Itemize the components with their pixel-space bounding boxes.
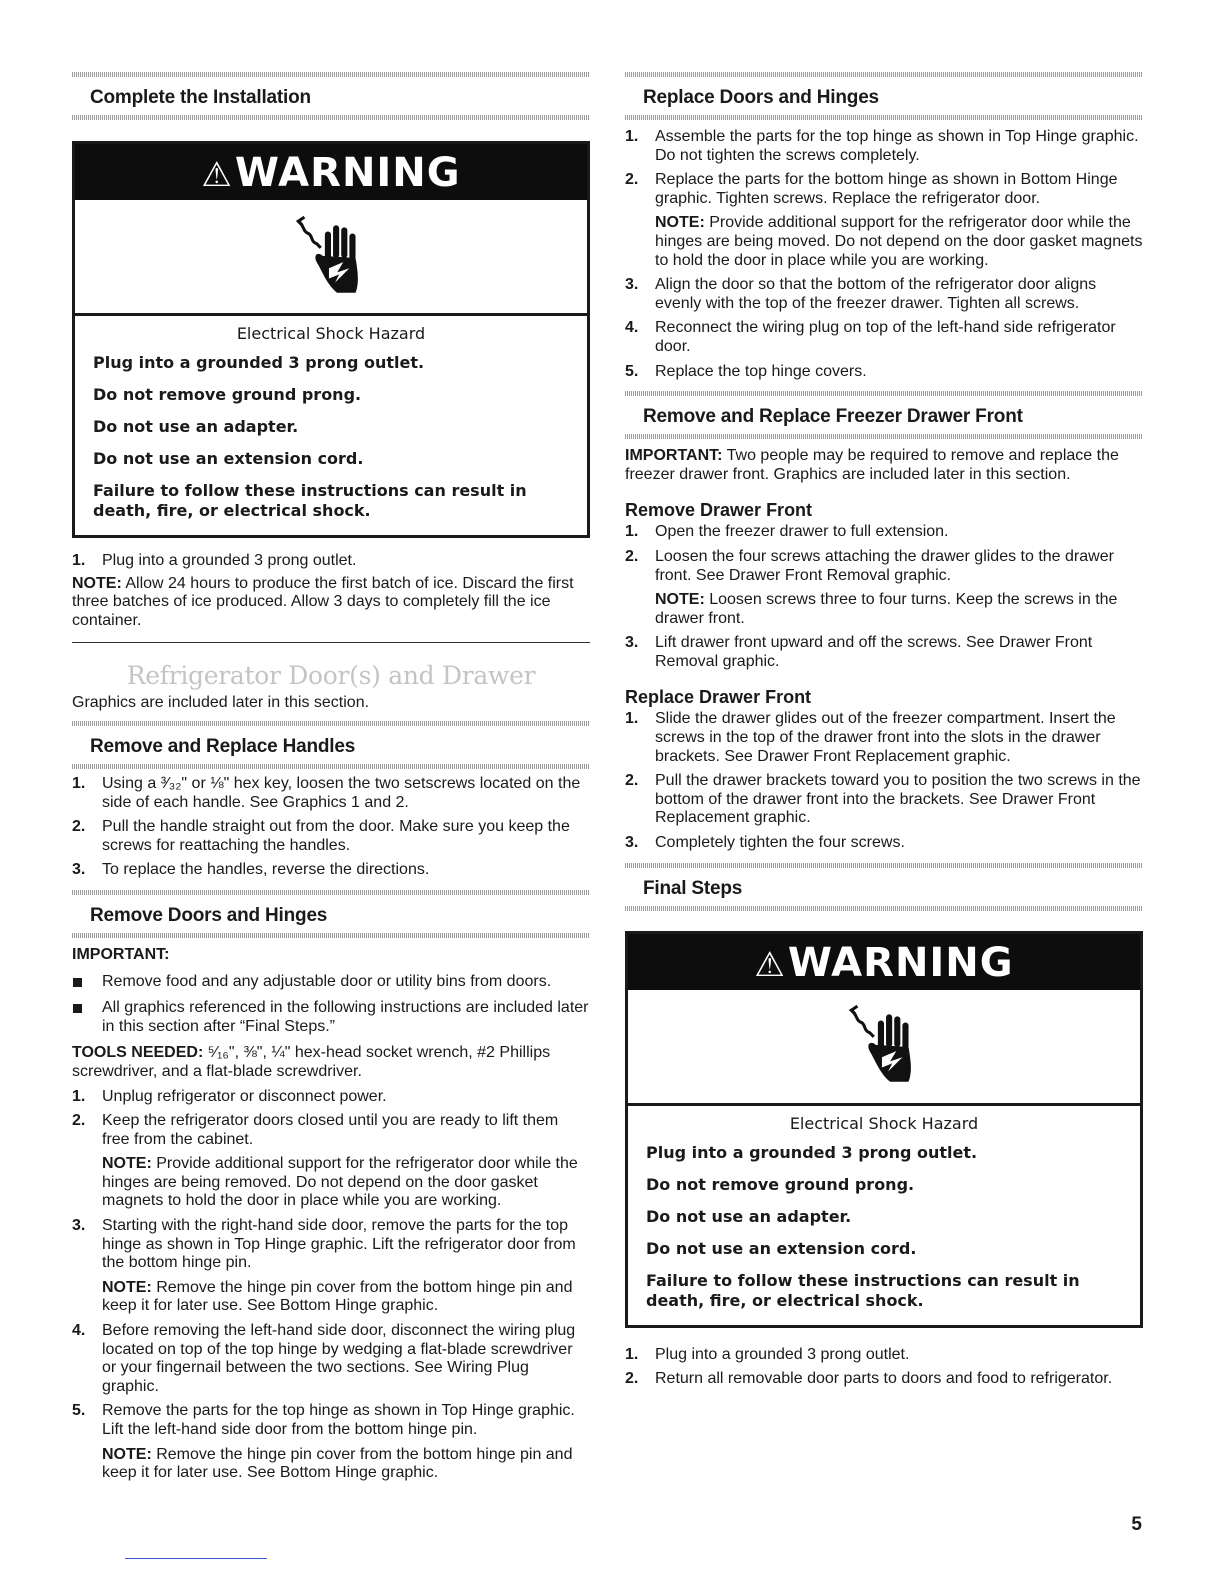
list-item <box>72 1217 590 1316</box>
step-note <box>655 214 1143 270</box>
replace-drawer-steps <box>625 710 1143 852</box>
replace-doors-steps <box>625 128 1143 381</box>
list-item <box>72 1402 590 1482</box>
subsection-title: Remove Drawer Front <box>625 500 813 521</box>
note-text: Remove the hinge pin cover from the bottom hinge pin and keep it for later use. See Bottom Hinge graphic. <box>102 1278 573 1315</box>
step-number: 4. <box>625 319 639 337</box>
step-number: 2. <box>625 1370 639 1388</box>
warning-line: Do not use an adapter. <box>646 1206 852 1226</box>
list-item <box>625 319 1143 356</box>
warning-line: Do not remove ground prong. <box>93 385 362 404</box>
step-text: Replace the parts for the bottom hinge as shown in Bottom Hinge graphic. Tighten screws. Replace the refrigerator door. <box>655 171 1118 207</box>
remove-drawer-steps <box>625 523 1143 671</box>
step-text: Lift drawer front upward and off the screws. See Drawer Front Removal graphic. <box>655 634 1093 670</box>
warning-heading-text: WARNING <box>787 939 1014 986</box>
step-text: Remove the parts for the top hinge as shown in Top Hinge graphic. Lift the left-hand side door from the bottom hinge pin. <box>102 1402 575 1438</box>
step-number: 5. <box>72 1402 86 1420</box>
warning-box <box>625 931 1143 1328</box>
note-text: Allow 24 hours to produce the first batch of ice. Discard the first three batches of ice produced. Allow 3 days to completely fill the ice container. <box>72 574 574 629</box>
list-item <box>72 1322 590 1396</box>
step-number: 3. <box>625 634 639 652</box>
step-number: 3. <box>625 276 639 294</box>
doors-section-title: Refrigerator Door(s) and Drawer <box>126 661 536 691</box>
note-label: NOTE: <box>655 214 705 232</box>
warning-box <box>72 141 590 538</box>
step-number: 1. <box>625 1345 639 1363</box>
section-title: Remove and Replace Freezer Drawer Front <box>643 406 1023 428</box>
step-number: 2. <box>72 818 86 836</box>
step-number: 1. <box>625 523 639 541</box>
step-text: Unplug refrigerator or disconnect power. <box>102 1087 387 1105</box>
step-text: Align the door so that the bottom of the refrigerator door aligns evenly with the top of the freezer drawer. Tighten all screws. <box>655 276 1097 312</box>
list-item <box>625 523 1143 542</box>
section-title: Remove Doors and Hinges <box>90 904 328 926</box>
bullet-square-icon <box>73 1004 82 1013</box>
section-title: Complete the Installation <box>90 87 311 108</box>
electric-hand-icon <box>290 211 372 303</box>
note-text: Loosen screws three to four turns. Keep the screws in the drawer front. <box>655 591 1118 627</box>
warning-triangle-icon: ⚠ <box>754 944 786 985</box>
section-rule <box>72 115 590 120</box>
step-text: Reconnect the wiring plug on top of the left-hand side refrigerator door. <box>655 319 1116 355</box>
important-bullets <box>72 973 590 1037</box>
note-label: NOTE: <box>72 574 122 592</box>
section-rule <box>625 115 1143 120</box>
section-title: Final Steps <box>643 877 743 899</box>
step-text: Assemble the parts for the top hinge as shown in Top Hinge graphic. Do not tighten the screws completely. <box>655 128 1139 164</box>
step-number: 1. <box>72 774 86 792</box>
section-rule <box>625 434 1143 439</box>
step-number: 4. <box>72 1322 86 1340</box>
section-rule <box>72 764 590 769</box>
step-text: Pull the handle straight out from the door. Make sure you keep the screws for reattaching the handles. <box>102 818 570 854</box>
tools-label: TOOLS NEEDED: <box>72 1044 204 1062</box>
warning-heading <box>628 934 1140 990</box>
list-item <box>625 834 1143 853</box>
step-note <box>102 1446 590 1483</box>
step-number: 3. <box>625 834 639 852</box>
warning-heading <box>75 144 587 200</box>
list-item <box>72 1112 590 1211</box>
complete-installation-header <box>72 77 590 120</box>
list-item <box>625 363 1143 382</box>
warning-line: Failure to follow these instructions can result in death, fire, or electrical shock. <box>646 1270 1080 1310</box>
warning-hazard: Electrical Shock Hazard <box>236 324 426 343</box>
list-item <box>625 634 1143 671</box>
warning-line: Plug into a grounded 3 prong outlet. <box>93 353 425 372</box>
complete-steps <box>72 552 590 571</box>
warning-hazard: Electrical Shock Hazard <box>789 1113 979 1133</box>
step-text: Pull the drawer brackets toward you to position the two screws in the bottom of the drawer front into the brackets. See Drawer Front Replacement graphic. <box>655 772 1141 827</box>
step-text: Keep the refrigerator doors closed until you are ready to lift them free from the cabinet. <box>102 1112 559 1148</box>
important-text: Two people may be required to remove and replace the freezer drawer front. Graphics are included later in this section. <box>625 447 1119 483</box>
step-note <box>102 1155 590 1211</box>
warning-line: Do not use an adapter. <box>93 417 299 436</box>
step-note <box>102 1279 590 1316</box>
section-rule <box>625 906 1143 911</box>
note-paragraph <box>72 575 590 631</box>
step-text: Plug into a grounded 3 prong outlet. <box>102 552 357 569</box>
list-item <box>72 973 590 992</box>
electric-hand-icon <box>843 1000 925 1092</box>
step-text: To replace the handles, reverse the directions. <box>102 861 430 879</box>
important-label: IMPORTANT: <box>72 945 170 963</box>
note-label: NOTE: <box>655 591 705 609</box>
step-note <box>655 591 1143 628</box>
important-label: IMPORTANT: <box>625 447 723 465</box>
step-number: 1. <box>625 710 639 728</box>
list-item <box>625 710 1143 766</box>
list-item <box>625 548 1143 628</box>
list-item <box>72 999 590 1036</box>
list-item <box>625 1346 1143 1365</box>
section-rule <box>72 933 590 938</box>
remove-doors-header <box>72 895 590 938</box>
right-column <box>625 72 1143 1389</box>
step-number: 2. <box>72 1112 86 1130</box>
list-item <box>72 861 590 880</box>
page-number: 5 <box>1131 1514 1142 1535</box>
step-text: Replace the top hinge covers. <box>655 362 867 380</box>
step-number: 1. <box>72 1087 86 1105</box>
list-item <box>625 171 1143 270</box>
bullet-text: Remove food and any adjustable door or utility bins from doors. <box>102 972 552 990</box>
note-text: Remove the hinge pin cover from the bottom hinge pin and keep it for later use. See Bottom Hinge graphic. <box>102 1445 573 1482</box>
shock-hazard-icon <box>628 990 1140 1106</box>
warning-body <box>628 1106 1140 1325</box>
bullet-square-icon <box>73 978 82 987</box>
step-number: 5. <box>625 362 639 380</box>
subsection-title: Replace Drawer Front <box>625 687 812 708</box>
important-paragraph <box>625 447 1143 484</box>
list-item <box>625 128 1143 165</box>
warning-line: Failure to follow these instructions can result in death, fire, or electrical shock. <box>93 481 527 520</box>
divider <box>72 642 590 643</box>
step-text: Plug into a grounded 3 prong outlet. <box>655 1345 910 1363</box>
step-number: 2. <box>625 171 639 189</box>
warning-line: Do not use an extension cord. <box>93 449 364 468</box>
step-text: Slide the drawer glides out of the freezer compartment. Insert the screws in the top of the drawer front into the slots in the drawer brackets. See Drawer Front Replacement graphic. <box>655 710 1116 765</box>
tools-text: ⁵⁄₁₆", ⅜", ¼" hex-head socket wrench, #2 Phillips screwdriver, and a flat-blade screwdriver. <box>72 1044 551 1080</box>
note-label: NOTE: <box>102 1445 152 1463</box>
warning-heading-text: WARNING <box>234 150 461 196</box>
section-title: Replace Doors and Hinges <box>643 87 879 108</box>
step-text: Starting with the right-hand side door, remove the parts for the top hinge as shown in Top Hinge graphic. Lift the refrigerator door from the bottom hinge pin. <box>102 1217 576 1272</box>
list-item <box>625 1370 1143 1389</box>
step-text: Completely tighten the four screws. <box>655 834 905 852</box>
warning-body <box>75 316 587 535</box>
list-item <box>625 276 1143 313</box>
warning-line: Do not remove ground prong. <box>646 1174 915 1194</box>
step-number: 1. <box>625 128 639 145</box>
freezer-header <box>625 396 1143 439</box>
shock-hazard-icon <box>75 200 587 316</box>
note-text: Provide additional support for the refrigerator door while the hinges are being moved. Do not depend on the door gasket magnets to hold the door in place while you are working. <box>655 214 1143 269</box>
footer-line <box>125 1558 267 1559</box>
left-column <box>72 72 590 1483</box>
step-text: Using a ³⁄₃₂" or ⅛" hex key, loosen the two setscrews located on the side of each handle. See Graphics 1 and 2. <box>102 774 581 811</box>
final-steps <box>625 1346 1143 1389</box>
step-text: Return all removable door parts to doors and food to refrigerator. <box>655 1370 1113 1388</box>
step-number: 2. <box>625 547 639 565</box>
step-text: Open the freezer drawer to full extension. <box>655 523 949 541</box>
note-label: NOTE: <box>102 1155 152 1173</box>
step-number: 1. <box>72 552 86 569</box>
step-number: 3. <box>72 861 86 879</box>
handles-header <box>72 726 590 769</box>
final-steps-header <box>625 868 1143 911</box>
handles-steps <box>72 775 590 880</box>
warning-line: Plug into a grounded 3 prong outlet. <box>646 1142 978 1162</box>
tools-paragraph <box>72 1044 590 1081</box>
note-text: Provide additional support for the refrigerator door while the hinges are being removed. Do not depend on the door gasket magnets to hold the door in place while you are working. <box>102 1155 578 1210</box>
list-item <box>72 552 590 571</box>
list-item <box>72 1088 590 1107</box>
warning-triangle-icon: ⚠ <box>201 155 233 195</box>
note-label: NOTE: <box>102 1278 152 1296</box>
step-number: 3. <box>72 1217 86 1235</box>
replace-doors-header <box>625 77 1143 120</box>
warning-line: Do not use an extension cord. <box>646 1238 917 1258</box>
list-item <box>72 818 590 855</box>
step-text: Loosen the four screws attaching the drawer glides to the drawer front. See Drawer Front Removal graphic. <box>655 547 1114 584</box>
remove-doors-steps <box>72 1088 590 1483</box>
step-text: Before removing the left-hand side door, disconnect the wiring plug located on top of the top hinge by wedging a flat-blade screwdriver or your fingernail between the two sections. See Wiring Plug graphic. <box>102 1322 576 1395</box>
bullet-text: All graphics referenced in the following instructions are included later in this section after “Final Steps.” <box>102 999 589 1035</box>
list-item <box>625 772 1143 828</box>
doors-section-intro: Graphics are included later in this section. <box>72 694 370 712</box>
step-number: 2. <box>625 772 639 790</box>
section-title: Remove and Replace Handles <box>90 735 356 757</box>
list-item <box>72 775 590 812</box>
